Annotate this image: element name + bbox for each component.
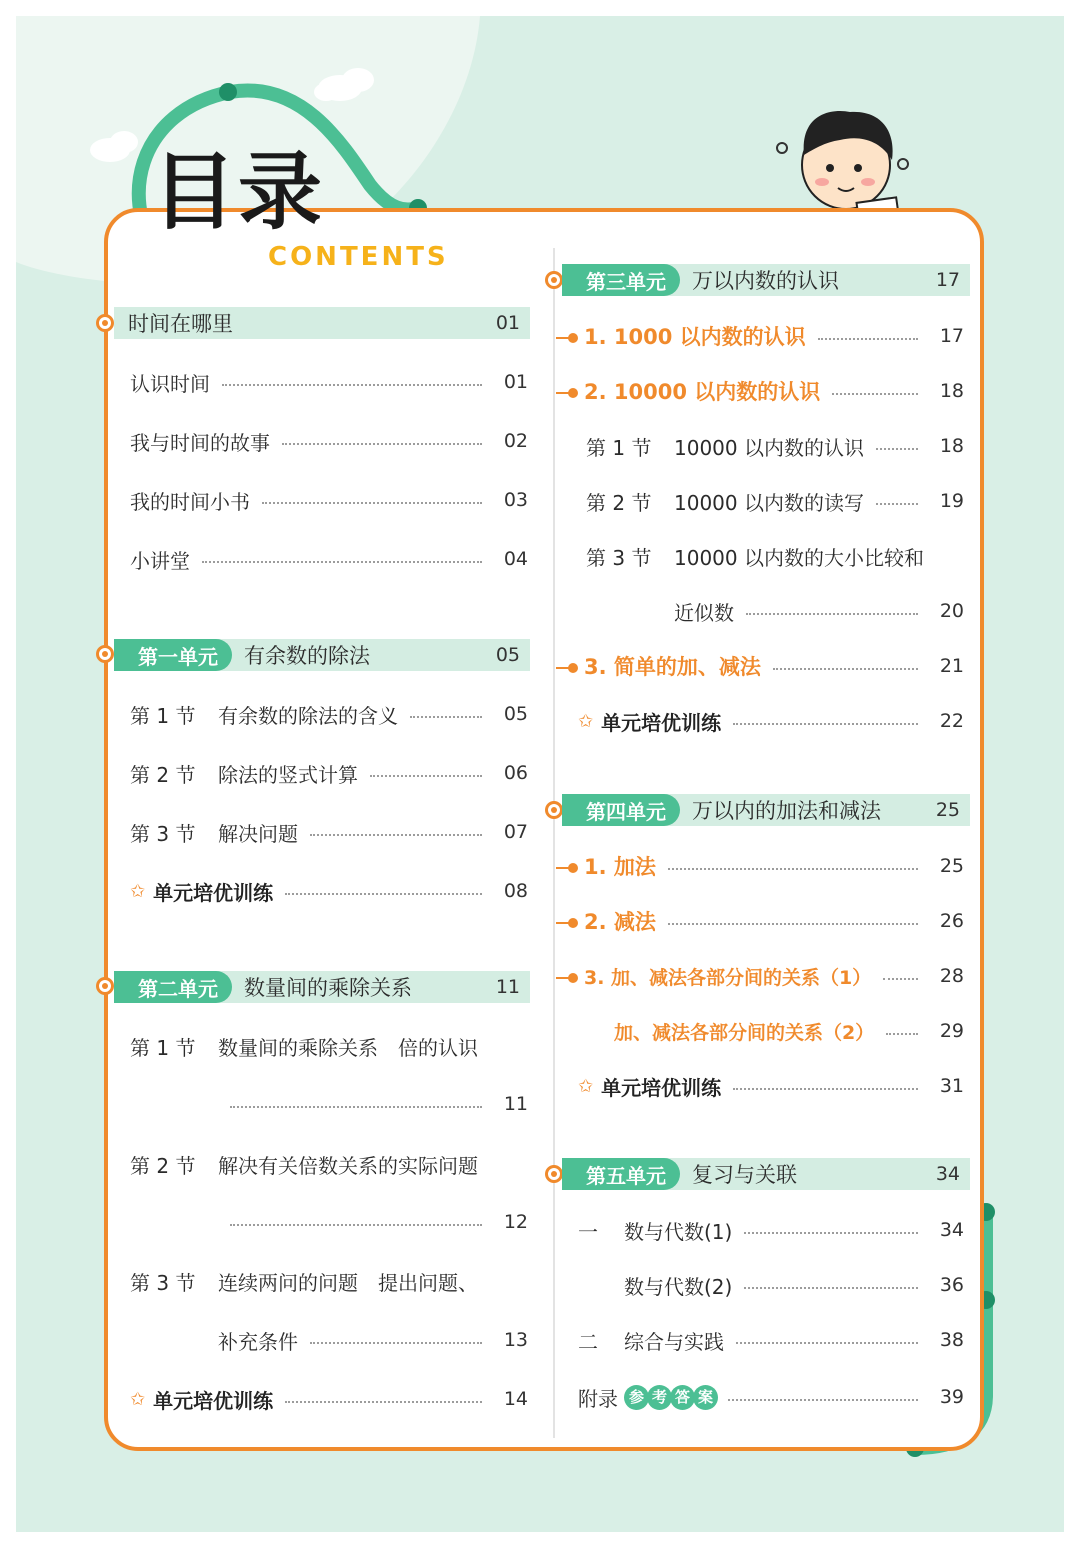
column-divider — [553, 248, 555, 1438]
entry-page: 14 — [503, 1388, 528, 1410]
toc-entry[interactable] — [586, 538, 964, 574]
unit4-tag: 第四单元 — [562, 794, 680, 826]
entry-page: 18 — [939, 435, 964, 457]
entry-label: 解决问题 — [218, 821, 298, 846]
section-bullet — [96, 314, 114, 332]
toc-entry[interactable] — [130, 1263, 528, 1299]
unit3-title: 万以内数的认识 — [692, 269, 839, 293]
part-number: 二 — [578, 1329, 598, 1354]
section-bullet — [96, 977, 114, 995]
topic-entry[interactable] — [584, 958, 964, 994]
toc-entry[interactable] — [130, 364, 528, 400]
section-number: 第 1 节 — [586, 435, 652, 460]
unit1-header[interactable] — [114, 639, 530, 671]
entry-page: 07 — [503, 821, 528, 843]
entry-label: 10000 以内数的认识 — [674, 435, 864, 460]
topic-entry[interactable] — [614, 1013, 964, 1049]
section-number: 第 2 节 — [586, 490, 652, 515]
entry-label: 我的时间小书 — [130, 489, 250, 514]
badge-char: 案 — [693, 1385, 718, 1410]
toc-entry[interactable] — [130, 482, 528, 518]
entry-page: 13 — [503, 1329, 528, 1351]
toc-entry[interactable] — [130, 423, 528, 459]
topic-entry[interactable] — [584, 903, 964, 939]
section-number: 第 3 节 — [586, 545, 652, 570]
section-number: 第 3 节 — [130, 1270, 196, 1295]
unit4-page: 25 — [935, 799, 960, 821]
intro-page: 01 — [495, 312, 520, 334]
entry-page: 25 — [939, 855, 964, 877]
entry-label: 数与代数(1) — [624, 1219, 733, 1244]
toc-entry[interactable] — [130, 541, 528, 577]
entry-label: 3. 加、减法各部分间的关系（1） — [584, 966, 872, 989]
page-subtitle: CONTENTS — [268, 242, 449, 272]
entry-page: 18 — [939, 380, 964, 402]
entry-page: 04 — [503, 548, 528, 570]
entry-page: 38 — [939, 1329, 964, 1351]
entry-label: 单元培优训练 — [153, 880, 274, 905]
section-bullet — [96, 645, 114, 663]
entry-label: 2. 减法 — [584, 910, 656, 934]
badge-char: 考 — [647, 1385, 672, 1410]
entry-label: 解决有关倍数关系的实际问题 — [218, 1153, 478, 1178]
toc-entry[interactable] — [130, 814, 528, 850]
entry-page: 36 — [939, 1274, 964, 1296]
training-entry[interactable] — [130, 1381, 528, 1417]
entry-label: 近似数 — [674, 600, 734, 625]
unit1-title: 有余数的除法 — [244, 644, 370, 668]
section-number: 第 2 节 — [130, 1153, 196, 1178]
entry-page: 05 — [503, 703, 528, 725]
entry-label: 2. 10000 以内数的认识 — [584, 380, 821, 404]
unit5-page: 34 — [935, 1163, 960, 1185]
toc-entry[interactable] — [130, 1028, 528, 1064]
entry-page: 26 — [939, 910, 964, 932]
entry-page: 29 — [939, 1020, 964, 1042]
entry-label: 10000 以内数的大小比较和 — [674, 545, 924, 570]
entry-label: 加、减法各部分间的关系（2） — [614, 1021, 875, 1044]
entry-label: 小讲堂 — [130, 548, 190, 573]
entry-page: 28 — [939, 965, 964, 987]
answer-badge — [624, 1385, 716, 1410]
entry-page: 11 — [503, 1093, 528, 1115]
entry-label: 补充条件 — [218, 1329, 298, 1354]
swoosh-dot-top — [219, 83, 237, 101]
section-bullet — [545, 801, 563, 819]
entry-label: 我与时间的故事 — [130, 430, 270, 455]
unit1-tag: 第一单元 — [114, 639, 232, 671]
entry-label: 数与代数(2) — [624, 1274, 733, 1299]
entry-page: 03 — [503, 489, 528, 511]
appendix-entry[interactable] — [578, 1379, 964, 1415]
unit2-title: 数量间的乘除关系 — [244, 976, 412, 1000]
toc-entry[interactable] — [130, 696, 528, 732]
entry-label: 10000 以内数的读写 — [674, 490, 864, 515]
training-entry[interactable] — [578, 1068, 964, 1104]
toc-entry-continued[interactable] — [218, 1204, 528, 1240]
entry-page: 12 — [503, 1211, 528, 1233]
unit4-header[interactable] — [562, 794, 970, 826]
toc-entry-continued[interactable] — [218, 1086, 528, 1122]
unit3-page: 17 — [935, 269, 960, 291]
section-number: 第 1 节 — [130, 1035, 196, 1060]
part-number: 一 — [578, 1219, 598, 1244]
entry-label: 3. 简单的加、减法 — [584, 655, 761, 679]
unit5-tag: 第五单元 — [562, 1158, 680, 1190]
entry-label: 附录 — [578, 1386, 618, 1411]
toc-entry[interactable] — [130, 1146, 528, 1182]
training-entry[interactable] — [578, 703, 964, 739]
section-number: 第 2 节 — [130, 762, 196, 787]
toc-entry[interactable] — [624, 1267, 964, 1303]
star-icon: ✩ — [130, 880, 146, 902]
toc-entry[interactable] — [578, 1212, 964, 1248]
intro-title: 时间在哪里 — [128, 312, 233, 336]
unit5-header[interactable] — [562, 1158, 970, 1190]
toc-entry[interactable] — [586, 483, 964, 519]
section-number: 第 1 节 — [130, 703, 196, 728]
topic-entry[interactable] — [584, 318, 964, 354]
unit3-header[interactable] — [562, 264, 970, 296]
entry-label: 除法的竖式计算 — [218, 762, 358, 787]
toc-entry-continued[interactable] — [674, 593, 964, 629]
entry-page: 08 — [503, 880, 528, 902]
entry-page: 02 — [503, 430, 528, 452]
entry-label: 数量间的乘除关系 倍的认识 — [218, 1035, 478, 1060]
section-bullet — [545, 1165, 563, 1183]
toc-entry-continued[interactable] — [218, 1322, 528, 1358]
topic-entry[interactable] — [584, 848, 964, 884]
entry-label: 1. 1000 以内数的认识 — [584, 325, 806, 349]
star-icon: ✩ — [130, 1388, 146, 1410]
toc-entry[interactable] — [130, 755, 528, 791]
entry-page: 34 — [939, 1219, 964, 1241]
page-title: 目录 — [152, 143, 325, 241]
entry-label: 单元培优训练 — [601, 1075, 722, 1100]
star-icon: ✩ — [578, 710, 594, 732]
entry-page: 17 — [939, 325, 964, 347]
unit1-page: 05 — [495, 644, 520, 666]
section-bullet — [545, 271, 563, 289]
entry-page: 01 — [503, 371, 528, 393]
unit2-page: 11 — [495, 976, 520, 998]
unit4-title: 万以内的加法和减法 — [692, 799, 881, 823]
entry-label: 认识时间 — [130, 371, 210, 396]
topic-entry[interactable] — [584, 373, 964, 409]
star-icon: ✩ — [578, 1075, 594, 1097]
badge-char: 参 — [624, 1385, 649, 1410]
unit2-tag: 第二单元 — [114, 971, 232, 1003]
badge-char: 答 — [670, 1385, 695, 1410]
entry-page: 31 — [939, 1075, 964, 1097]
entry-label: 连续两问的问题 提出问题、 — [218, 1270, 478, 1295]
entry-label: 单元培优训练 — [601, 710, 722, 735]
entry-label: 1. 加法 — [584, 855, 656, 879]
training-entry[interactable] — [130, 873, 528, 909]
unit3-tag: 第三单元 — [562, 264, 680, 296]
toc-entry[interactable] — [578, 1322, 964, 1358]
toc-entry[interactable] — [586, 428, 964, 464]
entry-page: 20 — [939, 600, 964, 622]
unit2-header[interactable] — [114, 971, 530, 1003]
entry-page: 22 — [939, 710, 964, 732]
entry-page: 06 — [503, 762, 528, 784]
entry-page: 21 — [939, 655, 964, 677]
entry-label: 综合与实践 — [624, 1329, 724, 1354]
entry-page: 19 — [939, 490, 964, 512]
entry-page: 39 — [939, 1386, 964, 1408]
entry-label: 有余数的除法的含义 — [218, 703, 398, 728]
section-number: 第 3 节 — [130, 821, 196, 846]
topic-entry[interactable] — [584, 648, 964, 684]
entry-label: 单元培优训练 — [153, 1388, 274, 1413]
intro-header[interactable] — [114, 307, 530, 339]
unit5-title: 复习与关联 — [692, 1163, 797, 1187]
